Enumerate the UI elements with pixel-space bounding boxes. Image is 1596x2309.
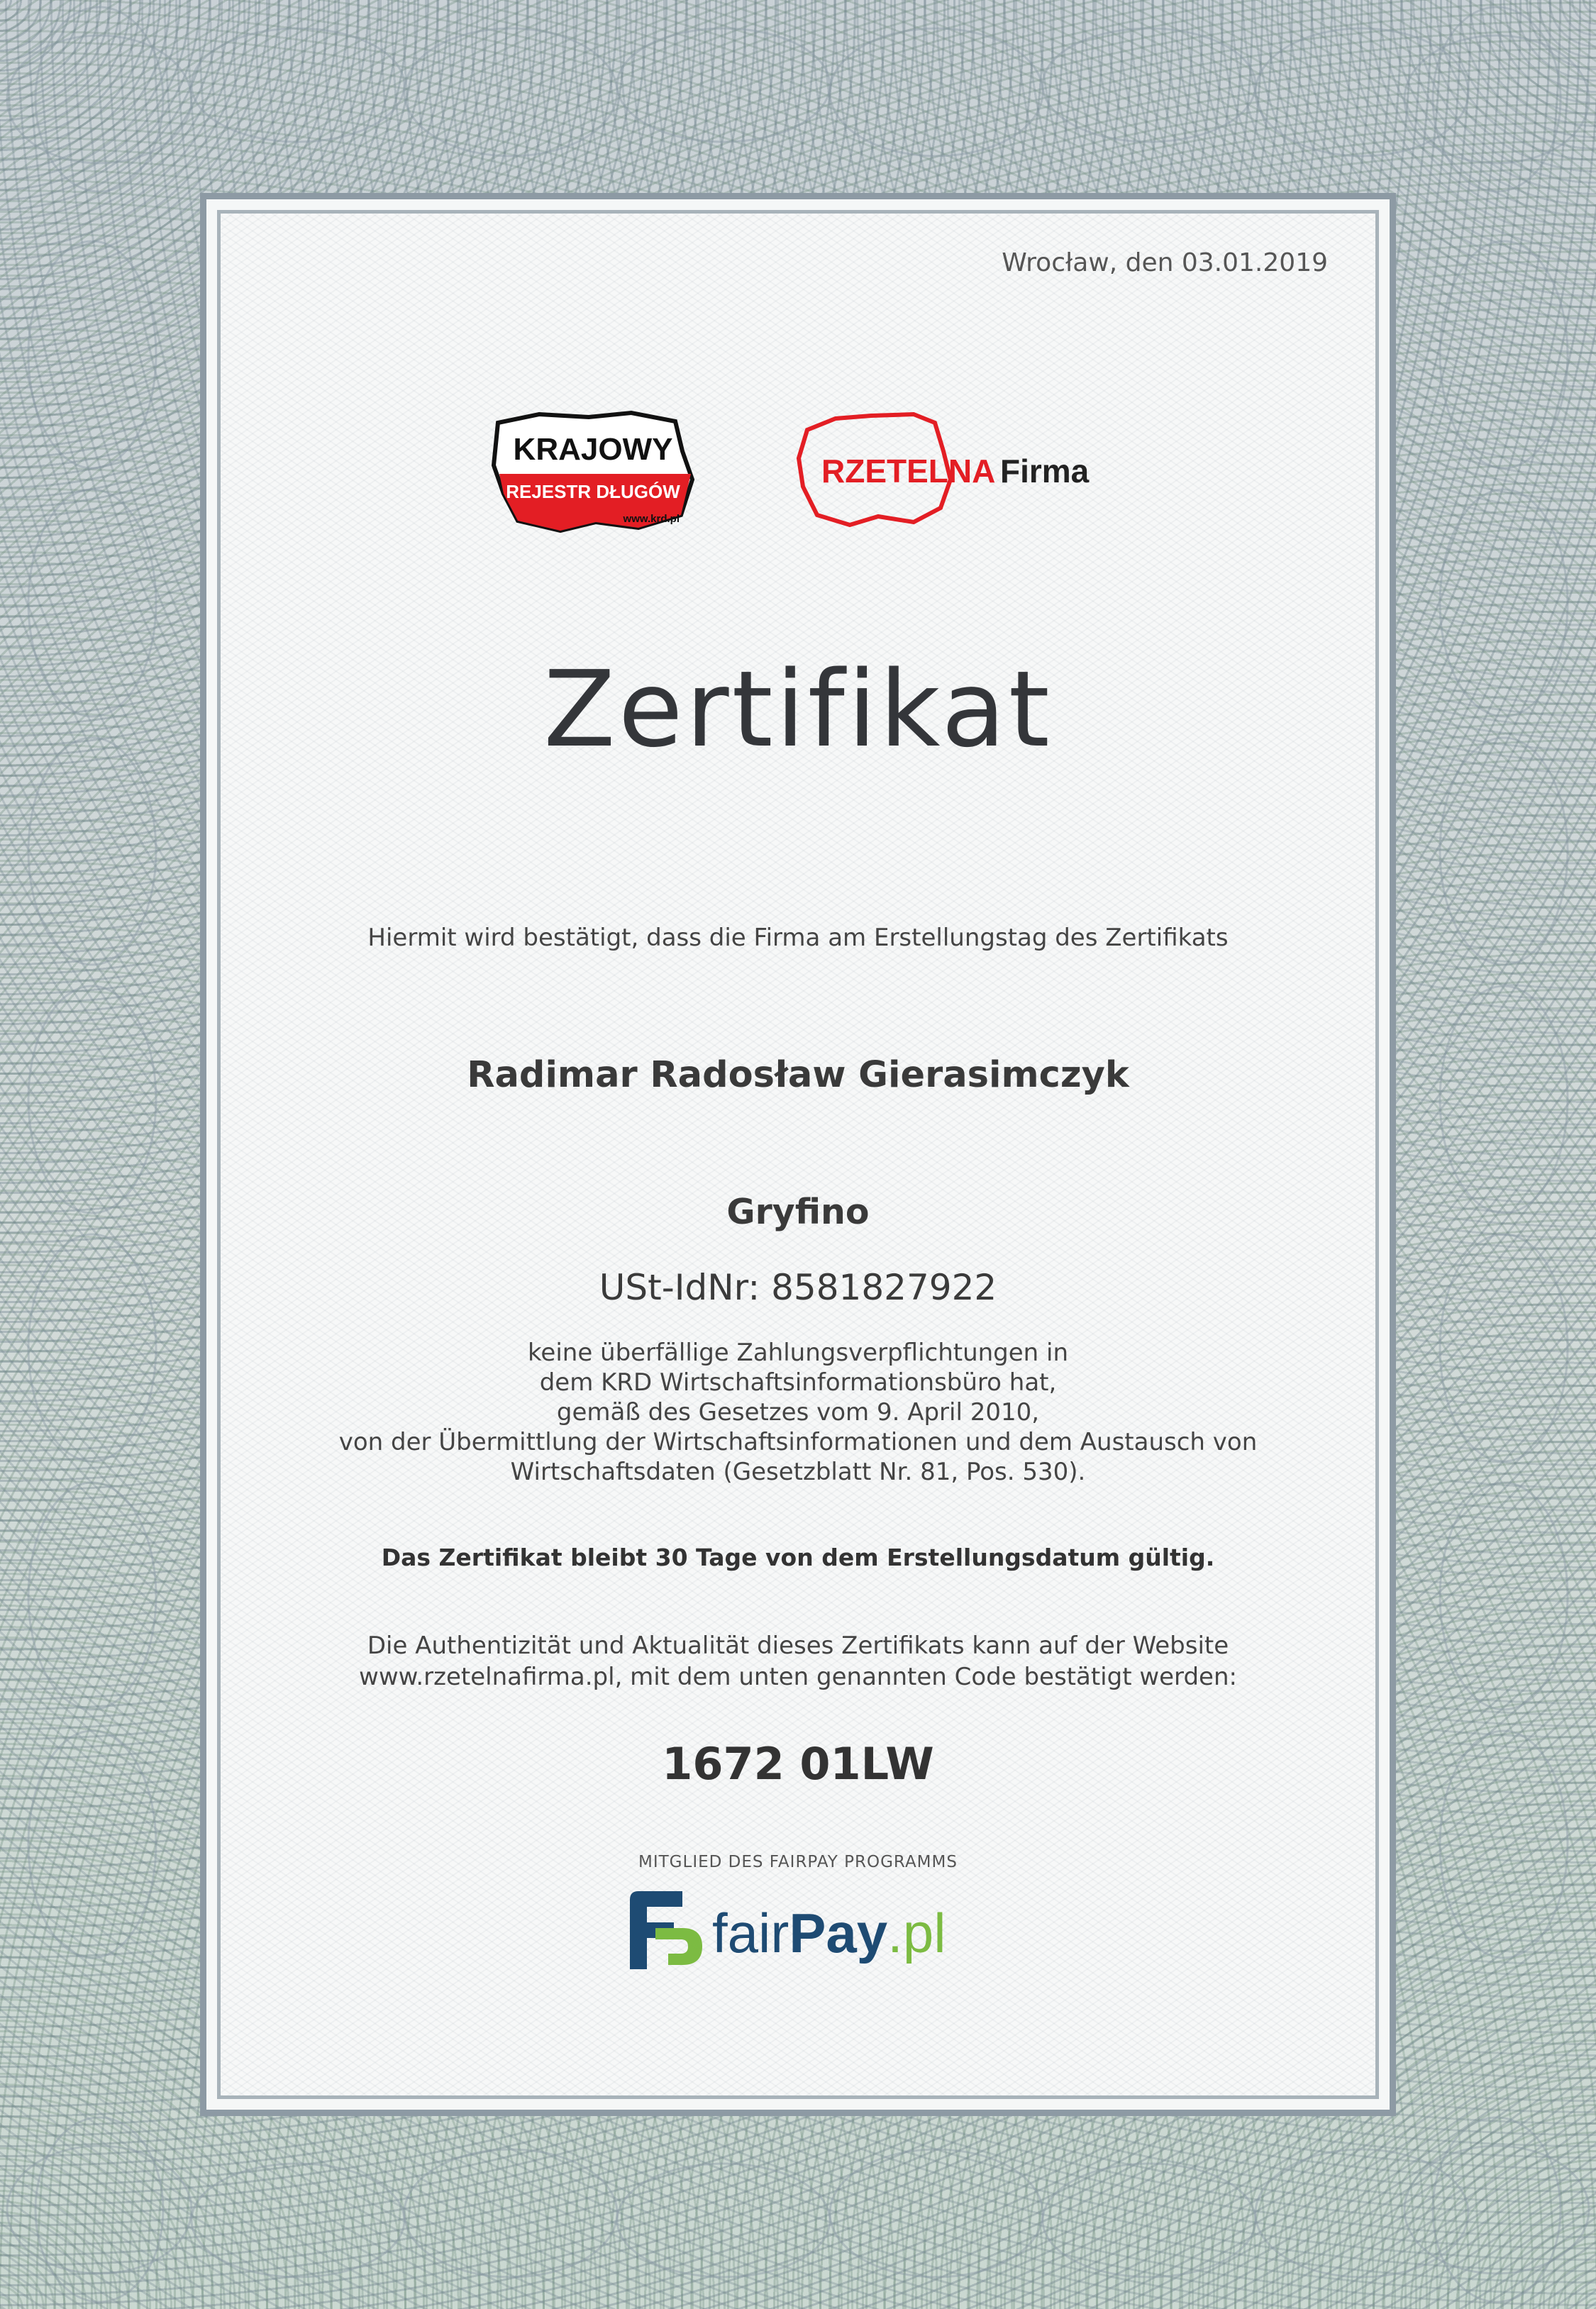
legal-line: dem KRD Wirtschaftsinformationsbüro hat, xyxy=(539,1368,1057,1397)
auth-line: Die Authentizität und Aktualität dieses Zertifikats kann auf der Website xyxy=(367,1632,1229,1660)
krd-line2: REJESTR DŁUGÓW xyxy=(506,481,680,502)
svg-text:fairPay.pl xyxy=(712,1902,946,1964)
vat-id: USt-IdNr: 8581827922 xyxy=(599,1267,997,1308)
fairpay-text-fair: fair xyxy=(712,1902,789,1964)
validity-note: Das Zertifikat bleibt 30 Tage von dem Erstellungsdatum gültig. xyxy=(381,1544,1215,1571)
legal-line: Wirtschaftsdaten (Gesetzblatt Nr. 81, Pos. 530). xyxy=(510,1458,1086,1486)
rzetelna-word: RZETELNA xyxy=(821,453,996,489)
legal-line: von der Übermittlung der Wirtschaftsinformationen und dem Austausch von xyxy=(338,1428,1258,1456)
auth-line: www.rzetelnafirma.pl, mit dem unten genannten Code bestätigt werden: xyxy=(359,1663,1237,1691)
certificate-content xyxy=(217,210,1379,2099)
certificate-title: Zertifikat xyxy=(543,648,1053,770)
firm-name: Radimar Radosław Gierasimczyk xyxy=(467,1054,1129,1096)
fairpay-member-label: MITGLIED DES FAIRPAY PROGRAMMS xyxy=(638,1853,958,1871)
issue-date: Wrocław, den 03.01.2019 xyxy=(1002,248,1328,277)
fairpay-logo xyxy=(624,1886,972,1978)
logo-row xyxy=(217,409,1379,550)
verification-code: 1672 01LW xyxy=(662,1738,934,1790)
fairpay-mark-icon xyxy=(630,1891,702,1969)
rzetelna-firma-logo xyxy=(793,409,1112,536)
authenticity-note xyxy=(217,1630,1379,1693)
legal-statement xyxy=(217,1338,1379,1487)
krd-logo xyxy=(489,409,697,536)
fairpay-text-pl: .pl xyxy=(887,1902,946,1964)
firma-word: Firma xyxy=(1000,453,1090,489)
legal-line: keine überfällige Zahlungsverpflichtungen in xyxy=(527,1339,1069,1367)
fairpay-text-pay: Pay xyxy=(789,1902,888,1964)
krd-url: www.krd.pl xyxy=(623,513,680,525)
krd-line1: KRAJOWY xyxy=(513,432,673,467)
legal-line: gemäß des Gesetzes vom 9. April 2010, xyxy=(556,1398,1040,1427)
intro-text: Hiermit wird bestätigt, dass die Firma am Erstellungstag des Zertifikats xyxy=(367,924,1229,952)
firm-city: Gryfino xyxy=(726,1192,870,1232)
